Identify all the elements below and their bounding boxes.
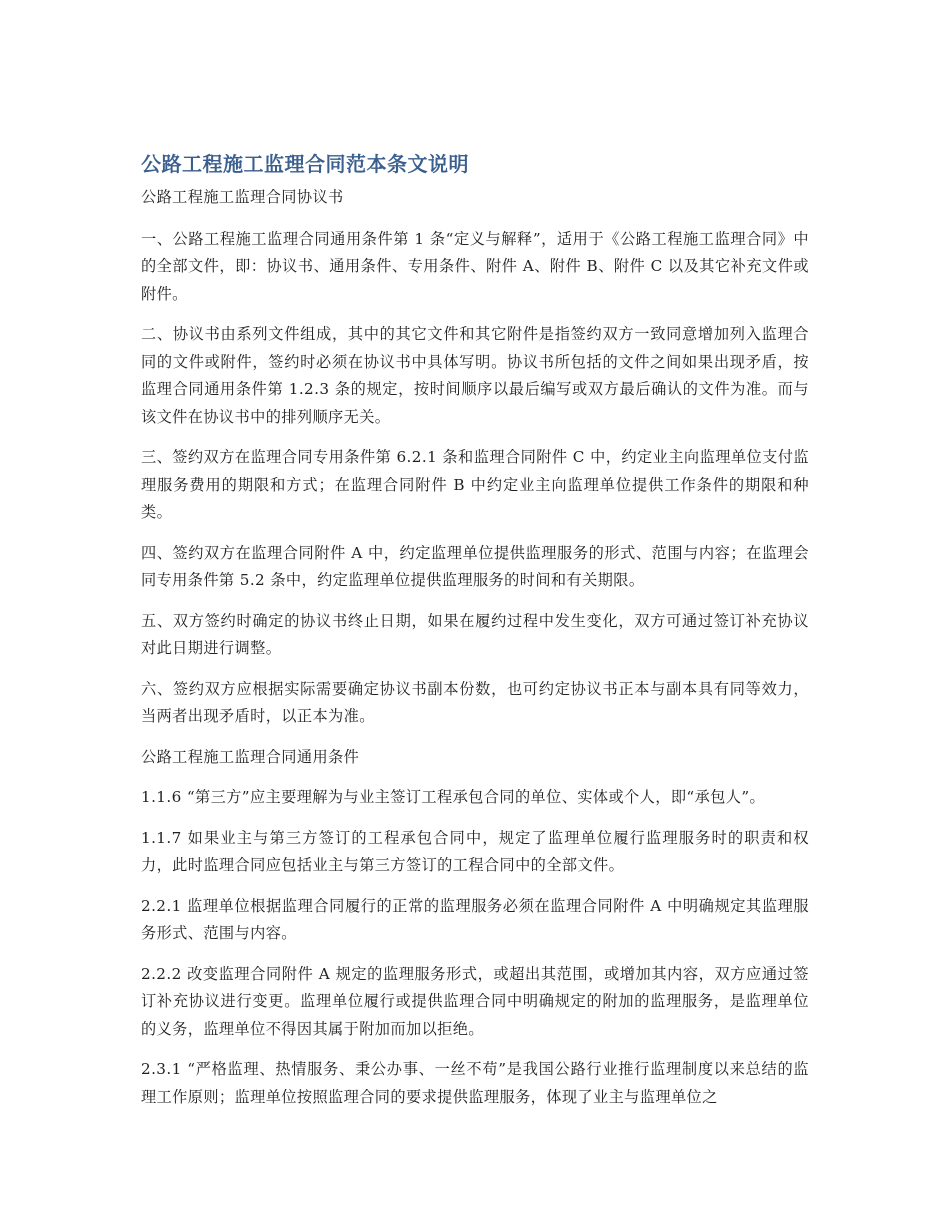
paragraph: 一、公路工程施工监理合同通用条件第 1 条“定义与解释”，适用于《公路工程施工监理合同》中的全部文件，即：协议书、通用条件、专用条件、附件 A、附件 B、附件 C 以及其它补充文件或附件。 (141, 229, 809, 303)
paragraph: 六、签约双方应根据实际需要确定协议书副本份数，也可约定协议书正本与副本具有同等效力，当两者出现矛盾时，以正本为准。 (141, 679, 809, 725)
clause-paragraph: 2.2.2 改变监理合同附件 A 规定的监理服务形式，或超出其范围，或增加其内容，双方应通过签订补充协议进行变更。监理单位履行或提供监理合同中明确规定的附加的监理服务，是监理单位的义务，监理单位不得因其属于附加而加以拒绝。 (141, 964, 809, 1038)
document-title: 公路工程施工监理合同范本条文说明 (141, 152, 469, 176)
paragraph: 二、协议书由系列文件组成，其中的其它文件和其它附件是指签约双方一致同意增加列入监理合同的文件或附件，签约时必须在协议书中具体写明。协议书所包括的文件之间如果出现矛盾，按监理合同通用条件第 1.2.3 条的规定，按时间顺序以最后编写或双方最后确认的文件为准。而与该文件在协议书中的排列顺序无关。 (141, 325, 809, 426)
paragraph: 五、双方签约时确定的协议书终止日期，如果在履约过程中发生变化，双方可通过签订补充协议对此日期进行调整。 (141, 611, 809, 657)
document-subtitle: 公路工程施工监理合同协议书 (141, 188, 344, 206)
clause-paragraph: 2.3.1 “严格监理、热情服务、秉公办事、一丝不苟”是我国公路行业推行监理制度以来总结的监理工作原则；监理单位按照监理合同的要求提供监理服务，体现了业主与监理单位之 (141, 1060, 809, 1106)
paragraph: 四、签约双方在监理合同附件 A 中，约定监理单位提供监理服务的形式、范围与内容；在监理会同专用条件第 5.2 条中，约定监理单位提供监理服务的时间和有关期限。 (141, 543, 809, 589)
clause-paragraph: 1.1.6 “第三方”应主要理解为与业主签订工程承包合同的单位、实体或个人，即“承包人”。 (141, 788, 766, 806)
clause-paragraph: 2.2.1 监理单位根据监理合同履行的正常的监理服务必须在监理合同附件 A 中明确规定其监理服务形式、范围与内容。 (141, 896, 809, 942)
clause-paragraph: 1.1.7 如果业主与第三方签订的工程承包合同中，规定了监理单位履行监理服务时的职责和权力，此时监理合同应包括业主与第三方签订的工程合同中的全部文件。 (141, 828, 809, 874)
section-heading: 公路工程施工监理合同通用条件 (141, 747, 360, 766)
document-page (141, 150, 809, 1124)
paragraph: 三、签约双方在监理合同专用条件第 6.2.1 条和监理合同附件 C 中，约定业主向监理单位支付监理服务费用的期限和方式；在监理合同附件 B 中约定业主向监理单位提供工作条件的期限和种类。 (141, 448, 809, 521)
